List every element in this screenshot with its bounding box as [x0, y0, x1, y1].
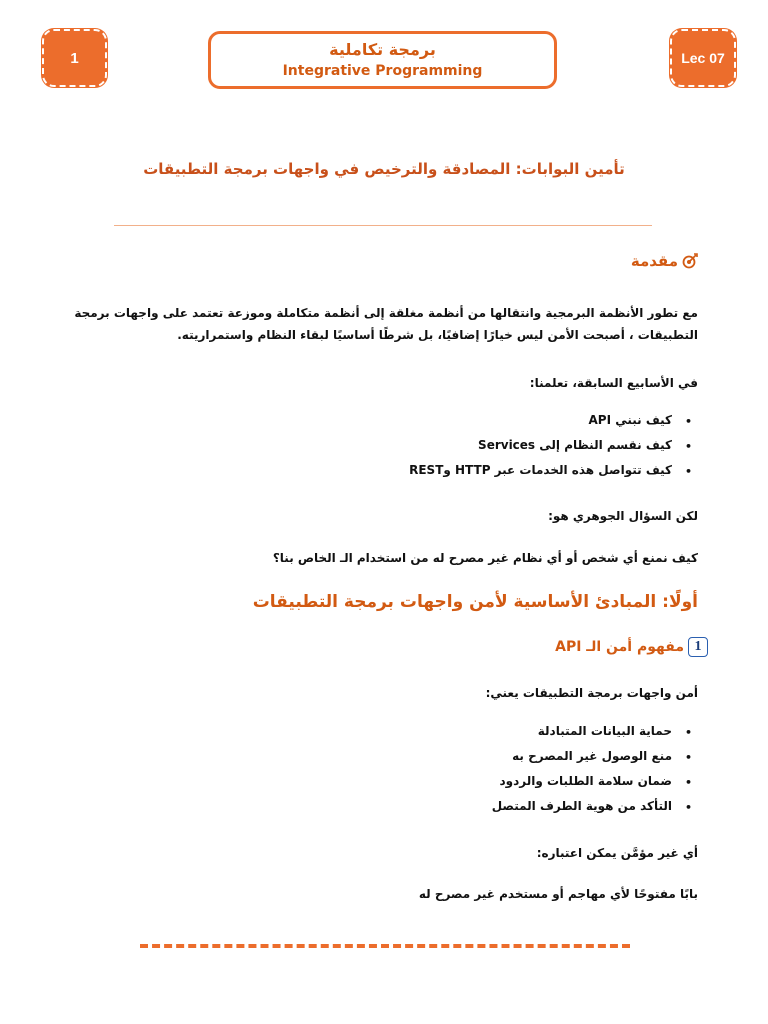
target-icon [682, 253, 698, 269]
list-item: • كيف نقسم النظام إلى Services [409, 433, 698, 458]
key-question: كيف نمنع أي شخص أو أي نظام غير مصرح له من استخدام الـ الخاص بنا؟ [272, 551, 698, 565]
list-item: • منع الوصول غير المصرح به [492, 744, 698, 769]
page-number-badge [42, 29, 107, 87]
subsection-number-badge: 1 [688, 637, 708, 657]
learned-list [409, 408, 698, 483]
course-title-english: Integrative Programming [282, 63, 483, 79]
section-heading: أولًا: المبادئ الأساسية لأمن واجهات برمجة التطبيقات [252, 592, 698, 612]
open-door-note: بابًا مفتوحًا لأي مهاجم أو مستخدم غير مصرح له [418, 887, 698, 901]
page-title: تأمين البوابات: المصادقة والترخيص في واجهات برمجة التطبيقات [143, 160, 625, 178]
security-means-text: أمن واجهات برمجة التطبيقات يعني: [485, 686, 698, 700]
intro-heading-text: مقدمة [630, 252, 678, 270]
subsection-heading [555, 636, 708, 658]
intro-paragraph: مع تطور الأنظمة البرمجية وانتقالها من أنظمة مغلقة إلى أنظمة متكاملة وموزعة تعتمد على واجهات برمجة التطبيقات ، أصبحت الأمن ليس خيارًا إضافيًا، بل شرطًا أساسيًا لبقاء النظام واستمراريته. [74, 306, 698, 342]
intro-heading [631, 252, 698, 270]
lecture-label: Lec 07 [681, 50, 725, 66]
list-item: • حماية البيانات المتبادلة [492, 719, 698, 744]
list-item: • كيف تتواصل هذه الخدمات عبر HTTP وREST [409, 458, 698, 483]
security-goals-list [492, 719, 698, 819]
list-item: • كيف نبني API [409, 408, 698, 433]
previous-weeks-text: في الأسابيع السابقة، تعلمنا: [529, 376, 698, 390]
subsection-heading-text: مفهوم أمن الـ API [555, 639, 684, 655]
course-title-arabic: برمجة تكاملية [329, 40, 436, 59]
page-number: 1 [70, 49, 79, 67]
list-item: • التأكد من هوية الطرف المتصل [492, 794, 698, 819]
course-title-box [208, 31, 557, 89]
list-item: • ضمان سلامة الطلبات والردود [492, 769, 698, 794]
question-intro: لكن السؤال الجوهري هو: [548, 509, 698, 523]
lecture-badge [670, 29, 736, 87]
footer-dashed-divider [140, 944, 630, 948]
unsecured-note: أي غير مؤمَّن يمكن اعتباره: [536, 846, 698, 860]
title-divider [114, 225, 652, 226]
